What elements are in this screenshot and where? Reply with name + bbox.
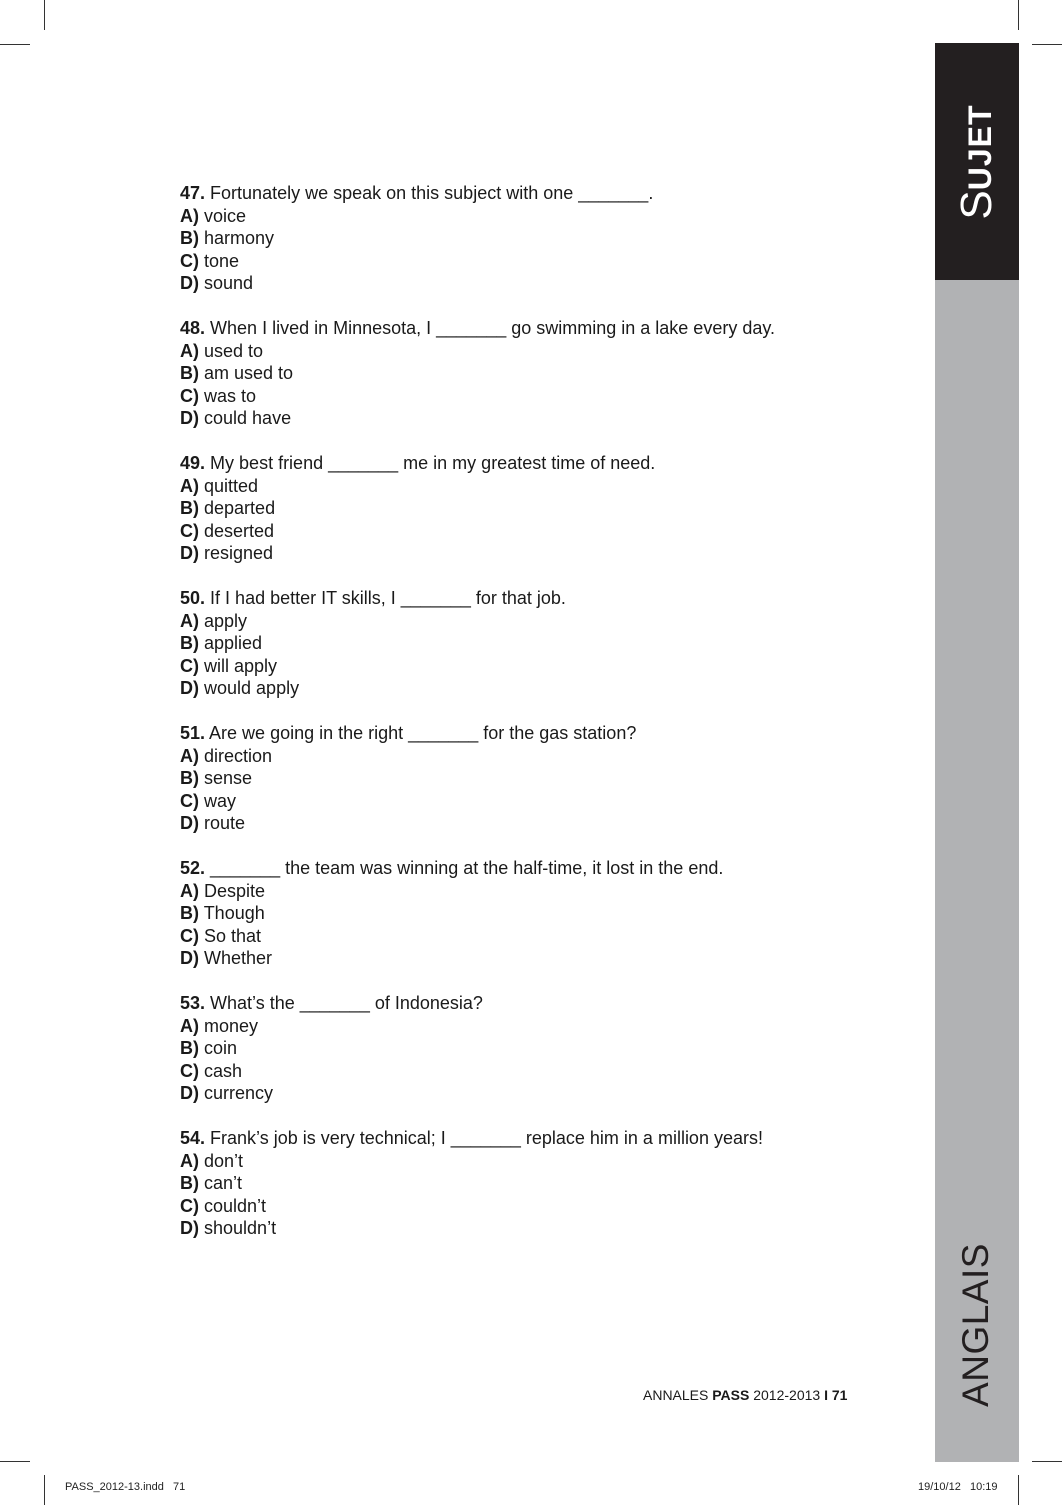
subject-label-anglais: ANGLAIS bbox=[955, 1243, 996, 1407]
option-text: deserted bbox=[204, 520, 275, 541]
answer-option bbox=[180, 1172, 900, 1195]
option-letter: D) bbox=[180, 273, 199, 293]
option-text: applied bbox=[204, 633, 263, 653]
option-letter: A) bbox=[180, 880, 199, 901]
answer-option bbox=[180, 655, 900, 678]
question-number: 51. bbox=[180, 723, 206, 743]
answer-option bbox=[180, 677, 900, 700]
question-number: 48. bbox=[180, 318, 206, 338]
question-stem bbox=[180, 857, 900, 880]
option-letter: B) bbox=[180, 1173, 199, 1193]
answer-option bbox=[180, 880, 900, 903]
answer-option bbox=[180, 1060, 900, 1083]
option-text: am used to bbox=[204, 363, 294, 383]
crop-mark bbox=[1032, 44, 1062, 45]
slug-datetime: 19/10/12 10:19 bbox=[918, 1481, 998, 1493]
option-letter: A) bbox=[180, 475, 199, 496]
option-text: can’t bbox=[204, 1173, 243, 1193]
option-letter: B) bbox=[180, 363, 199, 383]
option-text: apply bbox=[204, 610, 248, 631]
question-number: 49. bbox=[180, 453, 206, 473]
answer-option bbox=[180, 925, 900, 948]
option-text: Though bbox=[203, 903, 265, 923]
answer-option bbox=[180, 362, 900, 385]
answer-option bbox=[180, 1195, 900, 1218]
option-letter: A) bbox=[180, 1150, 199, 1171]
option-letter: C) bbox=[180, 385, 199, 406]
answer-option bbox=[180, 632, 900, 655]
option-text: route bbox=[204, 813, 246, 833]
option-letter: C) bbox=[180, 1060, 199, 1081]
footer-years: 2012-2013 bbox=[753, 1387, 821, 1403]
option-letter: C) bbox=[180, 790, 199, 811]
option-letter: C) bbox=[180, 1195, 199, 1216]
question-text: When I lived in Minnesota, I _______ go swimming in a lake every day. bbox=[210, 318, 776, 338]
option-letter: D) bbox=[180, 408, 199, 428]
crop-mark bbox=[1018, 1475, 1019, 1505]
option-letter: D) bbox=[180, 678, 199, 698]
option-text: don’t bbox=[204, 1150, 244, 1171]
crop-mark bbox=[0, 1461, 30, 1462]
option-letter: A) bbox=[180, 610, 199, 631]
option-text: direction bbox=[204, 745, 273, 766]
question-list bbox=[180, 182, 900, 1262]
option-letter: B) bbox=[180, 228, 199, 248]
option-text: So that bbox=[204, 925, 262, 946]
question-stem bbox=[180, 1127, 900, 1150]
section-label-rest: UJET bbox=[962, 104, 998, 191]
option-letter: B) bbox=[180, 768, 199, 788]
answer-option bbox=[180, 475, 900, 498]
option-text: quitted bbox=[204, 475, 259, 496]
option-text: could have bbox=[204, 408, 292, 428]
answer-option bbox=[180, 272, 900, 295]
question-text: If I had better IT skills, I _______ for that job. bbox=[210, 588, 566, 608]
crop-mark bbox=[0, 44, 30, 45]
option-text: sound bbox=[204, 273, 254, 293]
answer-option bbox=[180, 205, 900, 228]
answer-option bbox=[180, 385, 900, 408]
option-letter: A) bbox=[180, 745, 199, 766]
answer-option bbox=[180, 542, 900, 565]
answer-option bbox=[180, 1082, 900, 1105]
answer-option bbox=[180, 1150, 900, 1173]
question-item bbox=[180, 182, 900, 295]
question-stem bbox=[180, 587, 900, 610]
question-item bbox=[180, 857, 900, 970]
answer-option bbox=[180, 947, 900, 970]
option-text: harmony bbox=[204, 228, 275, 248]
option-text: Despite bbox=[204, 880, 266, 901]
answer-option bbox=[180, 812, 900, 835]
option-letter: D) bbox=[180, 1218, 199, 1238]
question-stem bbox=[180, 452, 900, 475]
answer-option bbox=[180, 250, 900, 273]
footer-brand: PASS bbox=[712, 1387, 750, 1403]
question-text: What’s the _______ of Indonesia? bbox=[210, 993, 483, 1013]
option-text: will apply bbox=[204, 655, 278, 676]
answer-option bbox=[180, 497, 900, 520]
option-text: couldn’t bbox=[204, 1195, 267, 1216]
question-number: 50. bbox=[180, 588, 206, 608]
option-letter: C) bbox=[180, 520, 199, 541]
option-text: was to bbox=[204, 385, 257, 406]
option-text: currency bbox=[204, 1083, 274, 1103]
question-item bbox=[180, 317, 900, 430]
option-text: sense bbox=[204, 768, 253, 788]
footer-separator: I bbox=[824, 1387, 828, 1403]
question-item bbox=[180, 1127, 900, 1240]
crop-mark bbox=[44, 0, 45, 30]
question-number: 47. bbox=[180, 183, 206, 203]
option-letter: D) bbox=[180, 948, 199, 968]
answer-option bbox=[180, 407, 900, 430]
page-number: 71 bbox=[831, 1387, 848, 1403]
question-item bbox=[180, 587, 900, 700]
option-text: shouldn’t bbox=[204, 1218, 277, 1238]
answer-option bbox=[180, 1037, 900, 1060]
option-letter: B) bbox=[180, 633, 199, 653]
crop-mark bbox=[1032, 1461, 1062, 1462]
question-text: _______ the team was winning at the half-time, it lost in the end. bbox=[210, 858, 724, 878]
option-text: would apply bbox=[204, 678, 300, 698]
option-text: used to bbox=[204, 340, 264, 361]
crop-mark bbox=[44, 1475, 45, 1505]
option-text: cash bbox=[204, 1060, 243, 1081]
question-item bbox=[180, 992, 900, 1105]
answer-option bbox=[180, 902, 900, 925]
footer-prefix: ANNALES bbox=[643, 1387, 709, 1403]
section-label-sujet bbox=[952, 104, 1002, 219]
option-letter: D) bbox=[180, 813, 199, 833]
option-text: voice bbox=[204, 205, 247, 226]
section-label-initial: S bbox=[952, 190, 1001, 220]
crop-mark bbox=[1018, 0, 1019, 30]
answer-option bbox=[180, 745, 900, 768]
option-letter: B) bbox=[180, 1038, 199, 1058]
option-letter: D) bbox=[180, 1083, 199, 1103]
question-text: Fortunately we speak on this subject with one _______. bbox=[210, 183, 654, 203]
question-stem bbox=[180, 182, 900, 205]
option-text: money bbox=[204, 1015, 259, 1036]
option-text: coin bbox=[204, 1038, 238, 1058]
page-footer bbox=[643, 1387, 847, 1403]
question-text: Are we going in the right _______ for the gas station? bbox=[209, 723, 637, 743]
question-number: 53. bbox=[180, 993, 206, 1013]
option-text: resigned bbox=[204, 543, 274, 563]
question-stem bbox=[180, 722, 900, 745]
option-letter: D) bbox=[180, 543, 199, 563]
question-number: 52. bbox=[180, 858, 206, 878]
answer-option bbox=[180, 1015, 900, 1038]
option-text: tone bbox=[204, 250, 240, 271]
question-text: Frank’s job is very technical; I _______ replace him in a million years! bbox=[210, 1128, 763, 1148]
answer-option bbox=[180, 790, 900, 813]
option-text: way bbox=[204, 790, 237, 811]
answer-option bbox=[180, 520, 900, 543]
option-text: departed bbox=[204, 498, 276, 518]
option-letter: A) bbox=[180, 205, 199, 226]
option-letter: A) bbox=[180, 1015, 199, 1036]
answer-option bbox=[180, 340, 900, 363]
question-text: My best friend _______ me in my greatest time of need. bbox=[210, 453, 656, 473]
question-item bbox=[180, 452, 900, 565]
option-letter: C) bbox=[180, 250, 199, 271]
slug-filename: PASS_2012-13.indd 71 bbox=[65, 1481, 186, 1493]
question-stem bbox=[180, 992, 900, 1015]
option-letter: B) bbox=[180, 498, 199, 518]
option-letter: C) bbox=[180, 655, 199, 676]
question-stem bbox=[180, 317, 900, 340]
option-letter: C) bbox=[180, 925, 199, 946]
answer-option bbox=[180, 1217, 900, 1240]
answer-option bbox=[180, 767, 900, 790]
option-text: Whether bbox=[204, 948, 273, 968]
question-item bbox=[180, 722, 900, 835]
question-number: 54. bbox=[180, 1128, 206, 1148]
answer-option bbox=[180, 610, 900, 633]
option-letter: B) bbox=[180, 903, 199, 923]
option-letter: A) bbox=[180, 340, 199, 361]
answer-option bbox=[180, 227, 900, 250]
